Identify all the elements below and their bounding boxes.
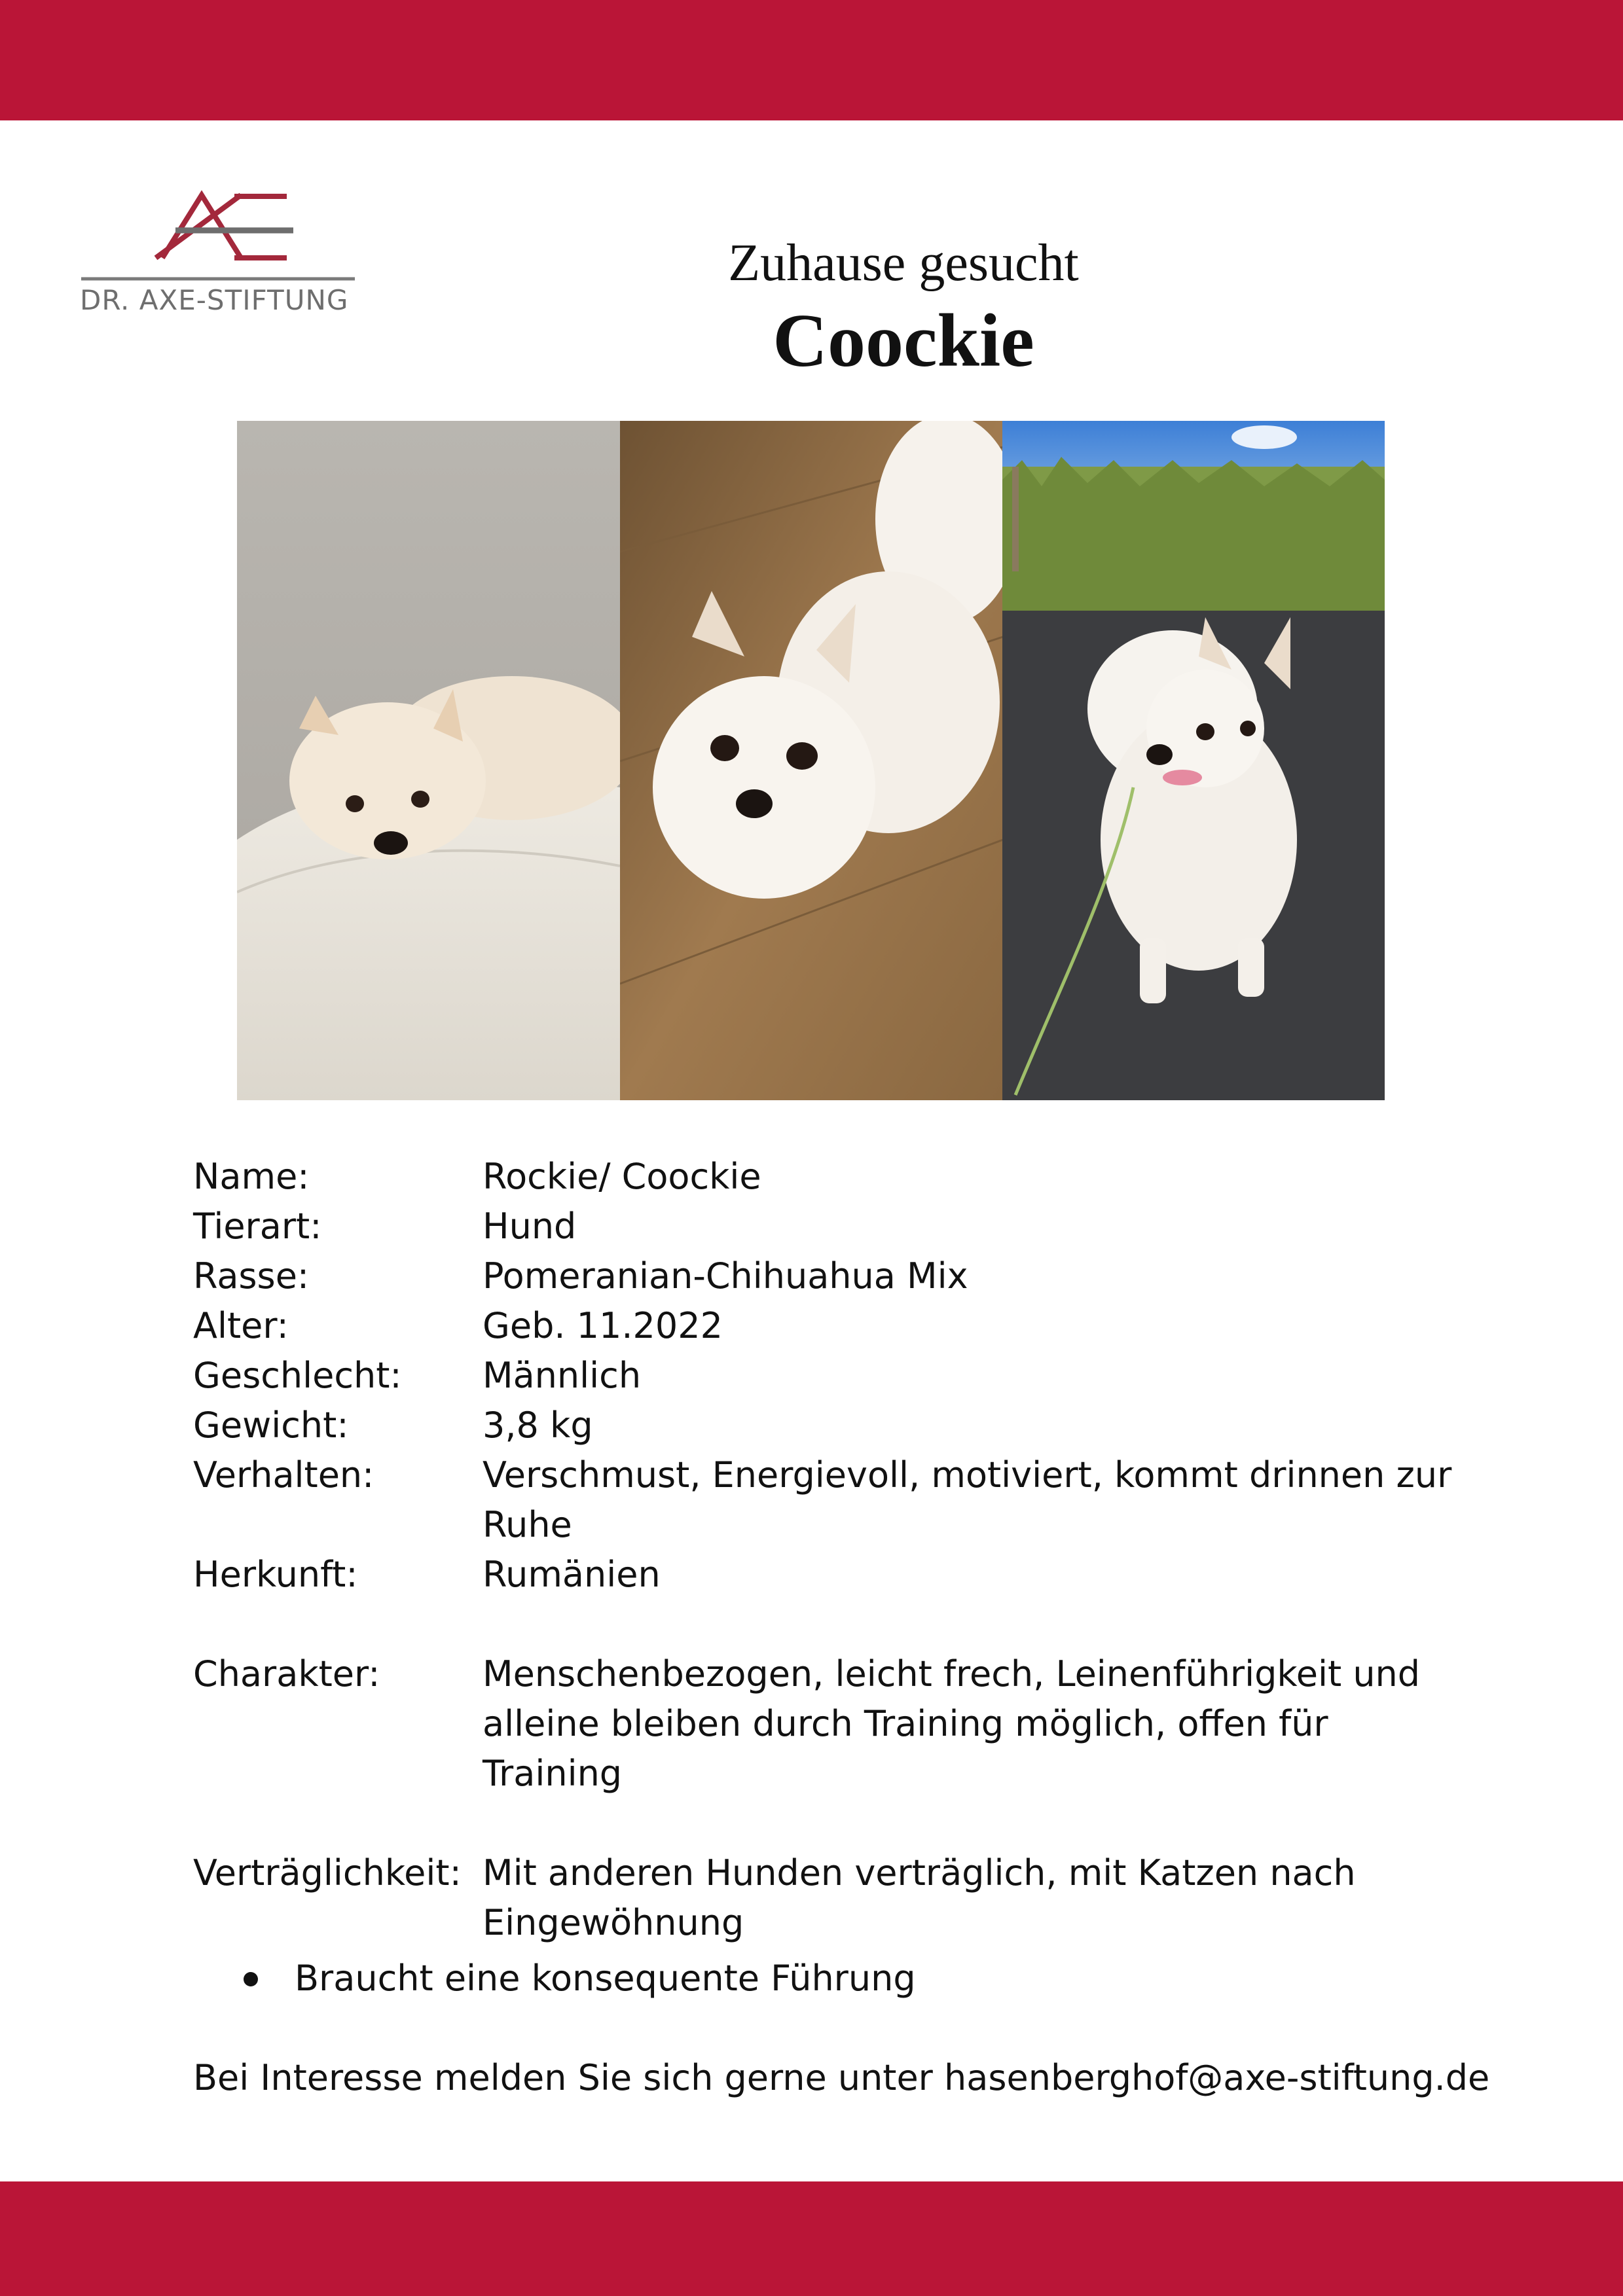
profile-value: Rockie/ Coockie [483, 1156, 761, 1197]
note-bullet-text: Braucht eine konsequente Führung [295, 1958, 916, 1999]
profile-value: Verschmust, Energievoll, motiviert, kommt drinnen zur Ruhe [483, 1454, 1452, 1545]
axe-logo-mark-icon [77, 185, 359, 283]
dog-on-wooden-floor-photo-icon [620, 421, 1003, 1100]
profile-row-weight [193, 1401, 1476, 1450]
profile-label: Tierart: [193, 1206, 322, 1247]
dog-lying-on-pillow-photo-icon [237, 421, 620, 1100]
profile-label: Geschlecht: [193, 1355, 402, 1396]
profile-row-sex [193, 1351, 1476, 1401]
note-bullet-item [244, 1954, 916, 2003]
dog-on-leash-outdoors-photo-icon [1002, 421, 1385, 1100]
profile-label: Charakter: [193, 1653, 380, 1695]
photo-strip [237, 421, 1385, 1100]
profile-value: 3,8 kg [483, 1405, 593, 1446]
profile-row-age [193, 1301, 1476, 1351]
photo-dog-floor [620, 421, 1003, 1100]
profile-value: Pomeranian-Chihuahua Mix [483, 1255, 968, 1297]
profile-row-species [193, 1202, 1476, 1251]
profile-value: Menschenbezogen, leicht frech, Leinenführigkeit und alleine bleiben durch Training möglich, offen für Training [483, 1653, 1421, 1794]
profile-label: Verhalten: [193, 1454, 374, 1496]
profile-label: Rasse: [193, 1255, 310, 1297]
profile-value: Mit anderen Hunden verträglich, mit Katzen nach Eingewöhnung [483, 1852, 1356, 1943]
profile-label: Alter: [193, 1305, 289, 1346]
profile-label: Herkunft: [193, 1554, 358, 1595]
bottom-red-band [0, 2181, 1623, 2296]
page-title: Coockie [773, 299, 1034, 383]
contact-line: Bei Interesse melden Sie sich gerne unter hasenberghof@axe-stiftung.de [193, 2057, 1490, 2098]
photo-dog-outdoors [1002, 421, 1385, 1100]
profile-value: Geb. 11.2022 [483, 1305, 723, 1346]
profile-value: Hund [483, 1206, 577, 1247]
profile-row-character [193, 1649, 1476, 1799]
profile-value: Rumänien [483, 1554, 661, 1595]
axe-stiftung-logo [77, 185, 359, 322]
profile-label: Name: [193, 1156, 310, 1197]
page-subtitle: Zuhause gesucht [728, 234, 1079, 292]
profile-row-compatibility [193, 1848, 1476, 1948]
photo-dog-lying [237, 421, 620, 1100]
bullet-dot-icon [244, 1972, 258, 1986]
profile-label: Gewicht: [193, 1405, 349, 1446]
profile-row-behavior [193, 1450, 1476, 1550]
profile-row-name [193, 1152, 1476, 1202]
profile-label: Verträglichkeit: [193, 1852, 462, 1893]
profile-value: Männlich [483, 1355, 642, 1396]
animal-profile [193, 1152, 1476, 1948]
logo-text: DR. AXE-STIFTUNG [80, 284, 349, 316]
top-red-band [0, 0, 1623, 120]
profile-row-origin [193, 1550, 1476, 1600]
profile-row-breed [193, 1251, 1476, 1301]
